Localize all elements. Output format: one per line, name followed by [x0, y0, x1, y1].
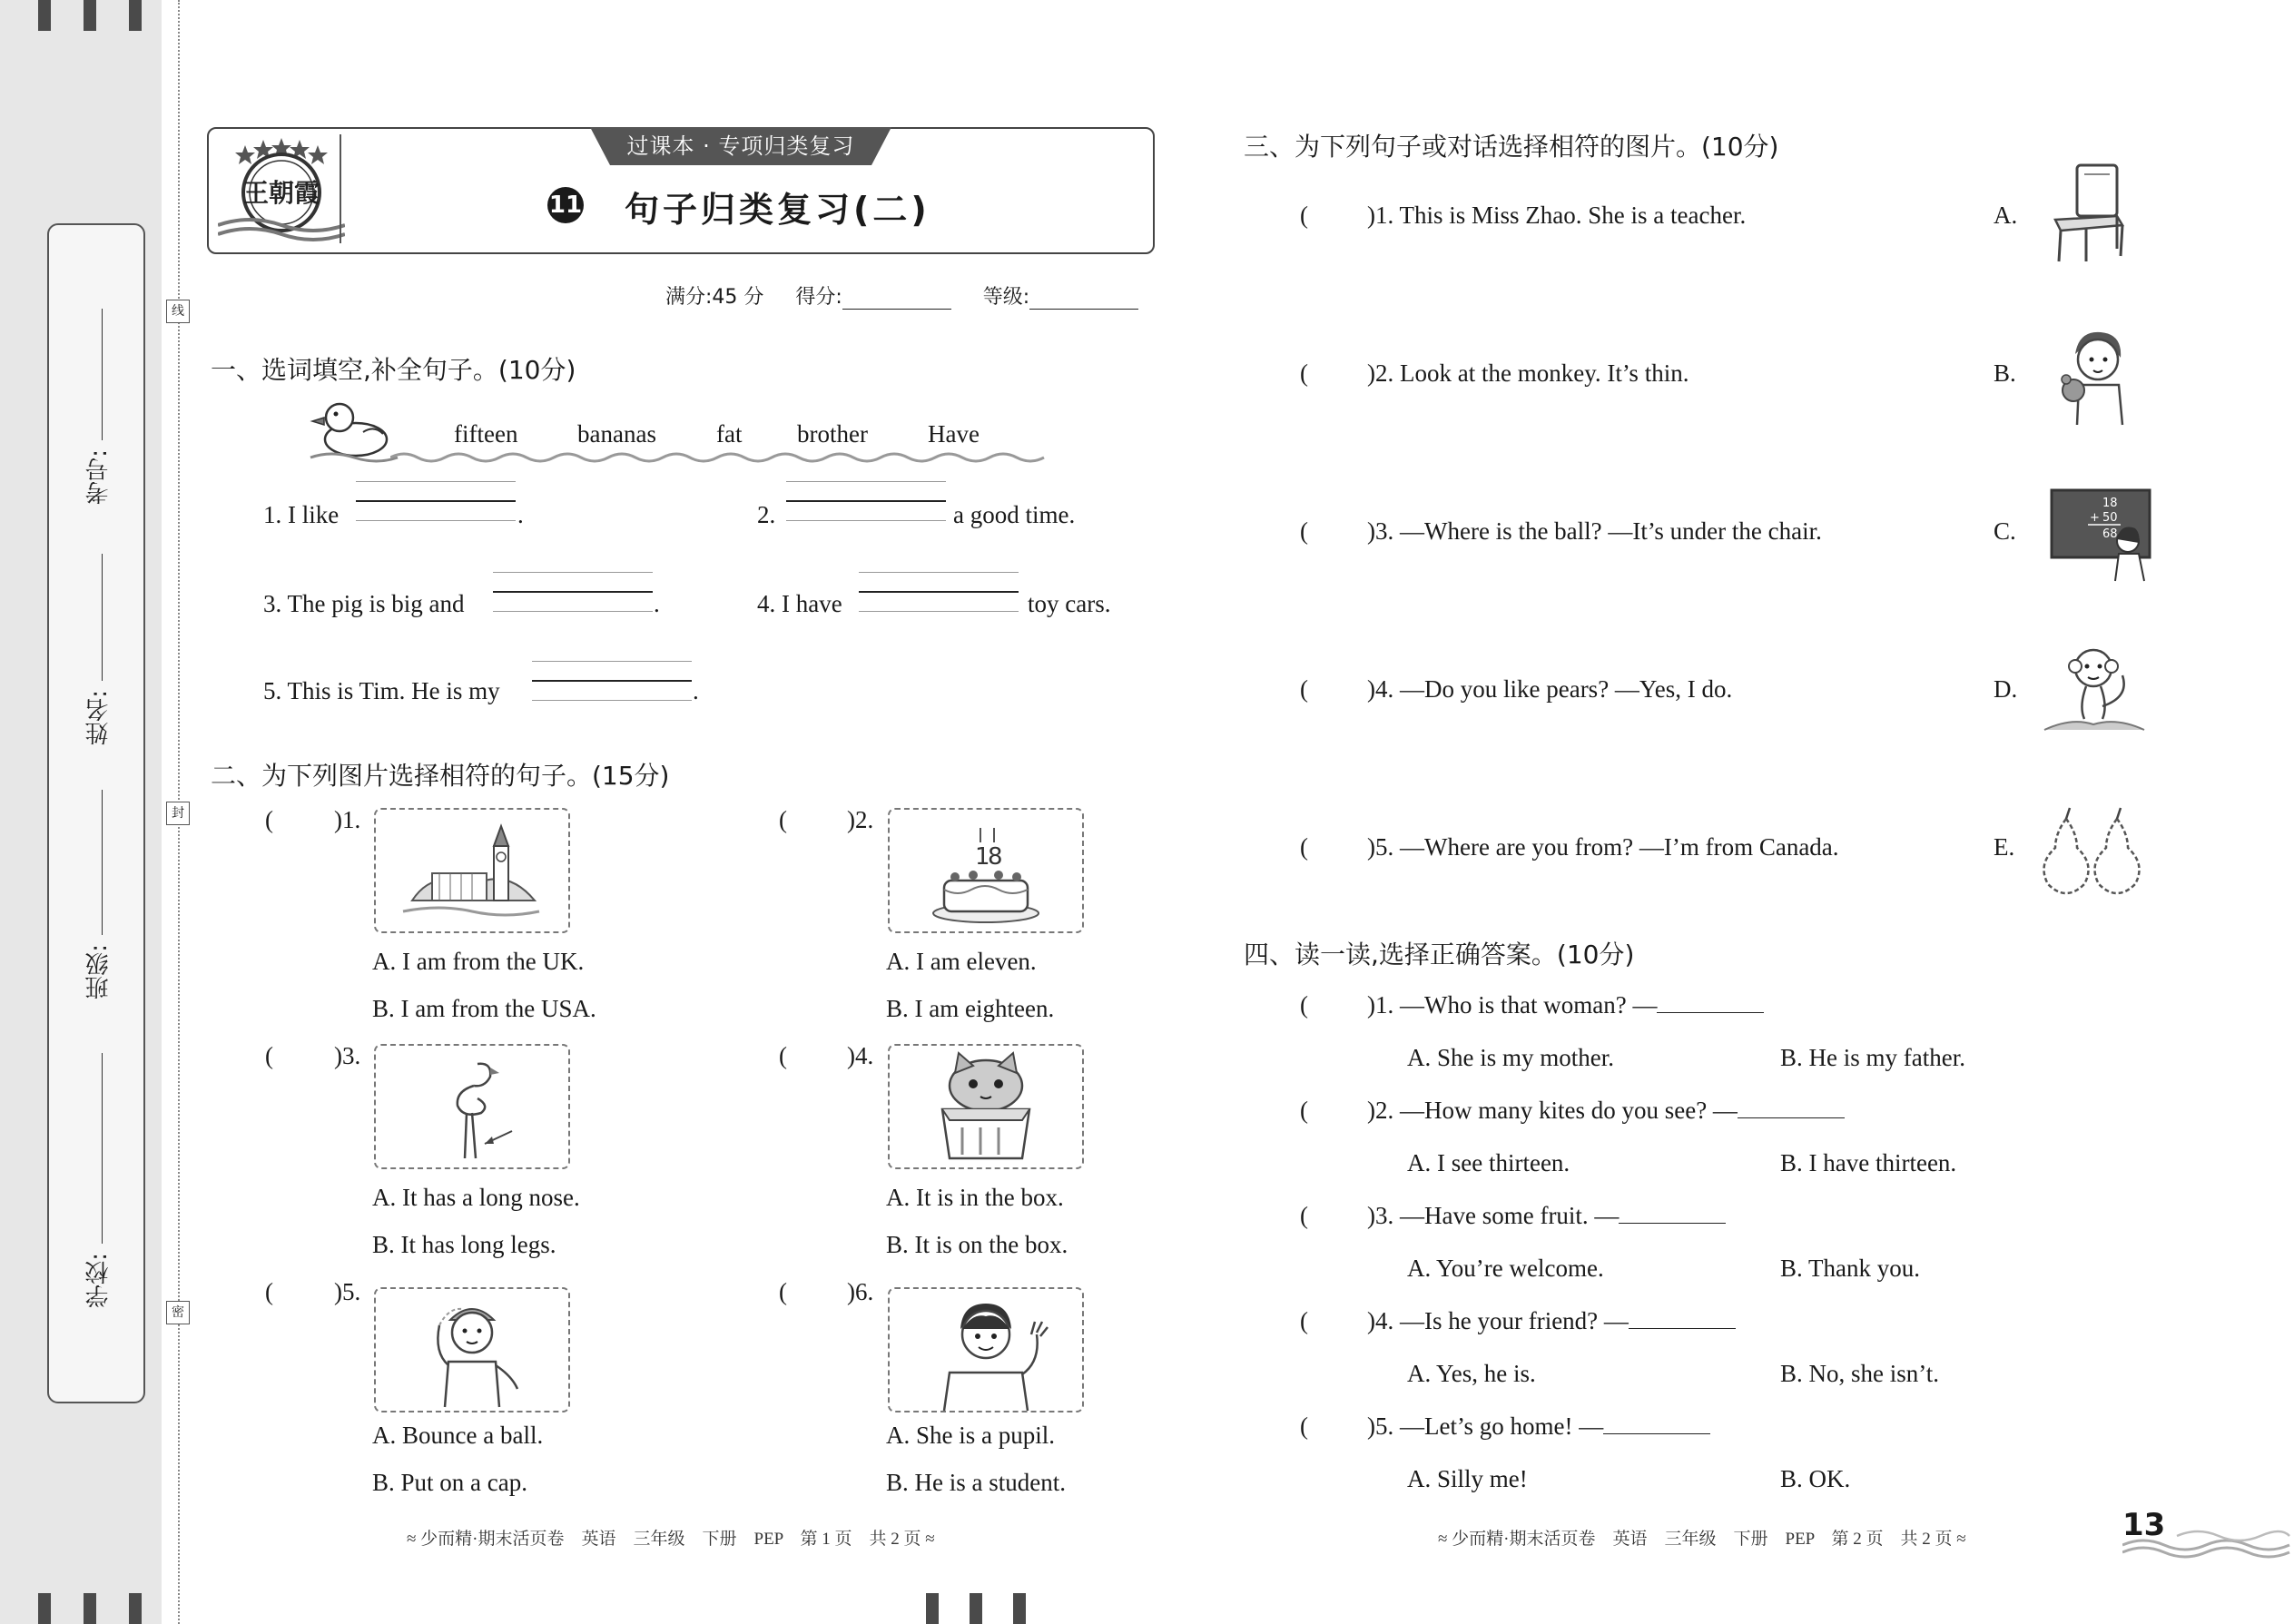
match-item-4: )4. —Do you like pears? —Yes, I do. — [1367, 675, 1733, 703]
answer-paren[interactable]: ( — [779, 1278, 787, 1305]
mc-item-1-option-b[interactable]: B. He is my father. — [1780, 1044, 1965, 1071]
answer-line-4[interactable] — [859, 572, 1019, 650]
answer-paren[interactable]: ( — [1300, 675, 1308, 703]
mc-item-3-option-a[interactable]: A. You’re welcome. — [1407, 1255, 1604, 1282]
fill-item-2-prefix: 2. — [757, 501, 776, 528]
fill-item-1-prefix: 1. I like — [263, 501, 340, 528]
match-option-b: B. — [1994, 359, 2016, 387]
answer-line-1[interactable] — [356, 481, 516, 559]
mc-item-3-option-b[interactable]: B. Thank you. — [1780, 1255, 1920, 1282]
answer-paren[interactable]: ( — [779, 806, 787, 833]
answer-paren[interactable]: ( — [265, 806, 273, 833]
svg-text:1: 1 — [975, 843, 990, 871]
registration-mark — [38, 0, 51, 31]
mc-item-2-question: )2. —How many kites do you see? — — [1367, 1097, 1845, 1125]
match-option-a: A. — [1994, 202, 2018, 229]
fill-item-4-prefix: 4. I have — [757, 590, 842, 617]
pic-item-1-number: )1. — [334, 806, 361, 833]
pic-item-4-option-a[interactable]: A. It is in the box. — [886, 1184, 1064, 1211]
svg-text:18: 18 — [2102, 497, 2118, 510]
answer-line-5[interactable] — [532, 661, 692, 739]
fill-item-5-suffix: . — [693, 677, 699, 704]
word-bank-item: brother — [797, 420, 868, 448]
mc-item-4-question: )4. —Is he your friend? — — [1367, 1307, 1736, 1335]
chair-icon — [2050, 162, 2128, 265]
binding-tag: 线 — [166, 300, 190, 323]
score-label: 得分: — [795, 286, 842, 309]
answer-paren[interactable]: ( — [265, 1042, 273, 1069]
registration-mark — [84, 0, 96, 31]
match-item-5: )5. —Where are you from? —I’m from Canada. — [1367, 833, 1839, 861]
boy-with-toy-icon — [2055, 327, 2137, 432]
answer-line-3[interactable] — [493, 572, 653, 650]
match-item-3: )3. —Where is the ball? —It’s under the chair. — [1367, 517, 1822, 545]
name-label: 姓名: — [85, 690, 113, 745]
mc-item-5-option-b[interactable]: B. OK. — [1780, 1465, 1851, 1492]
binding-tag: 密 — [166, 1301, 190, 1324]
grade-label: 等级: — [982, 286, 1030, 309]
svg-text:68: 68 — [2102, 527, 2118, 541]
cake-icon — [890, 810, 1082, 931]
boy-cap-icon — [376, 1289, 568, 1411]
svg-text:8: 8 — [988, 843, 1003, 871]
mc-item-5-option-a[interactable]: A. Silly me! — [1407, 1465, 1528, 1492]
pic-item-5-option-b[interactable]: B. Put on a cap. — [372, 1469, 527, 1496]
section2-title: 二、为下列图片选择相符的句子。(15分) — [211, 761, 670, 791]
answer-paren[interactable]: ( — [1300, 1202, 1308, 1229]
pic-item-2-option-b[interactable]: B. I am eighteen. — [886, 995, 1055, 1022]
answer-paren[interactable]: ( — [1300, 202, 1308, 229]
answer-paren[interactable]: ( — [1300, 1307, 1308, 1334]
mc-item-1-option-a[interactable]: A. She is my mother. — [1407, 1044, 1614, 1071]
pic-item-2-option-a[interactable]: A. I am eleven. — [886, 948, 1037, 975]
mc-item-5-question: )5. —Let’s go home! — — [1367, 1412, 1710, 1441]
pic-item-6-number: )6. — [847, 1278, 874, 1305]
registration-mark — [970, 1593, 982, 1624]
match-item-1: )1. This is Miss Zhao. She is a teacher. — [1367, 202, 1747, 229]
registration-mark — [84, 1593, 96, 1624]
student-info-panel — [47, 223, 145, 1403]
pic-item-6-option-a[interactable]: A. She is a pupil. — [886, 1422, 1055, 1449]
match-option-d: D. — [1994, 675, 2018, 703]
fill-item-3-suffix: . — [654, 590, 660, 617]
lesson-number-badge: 11 — [547, 187, 584, 223]
fill-item-2-suffix: a good time. — [953, 501, 1076, 528]
duck-icon — [309, 398, 399, 463]
mc-item-4-blank[interactable] — [1629, 1328, 1736, 1329]
answer-paren[interactable]: ( — [1300, 517, 1308, 545]
class-field[interactable] — [102, 790, 103, 935]
answer-paren[interactable]: ( — [1300, 1097, 1308, 1124]
picture-boy-cap — [374, 1287, 570, 1412]
mc-item-1-blank[interactable] — [1657, 1012, 1764, 1013]
answer-paren[interactable]: ( — [779, 1042, 787, 1069]
lesson-title: 句子归类复习(二) — [625, 190, 930, 230]
registration-mark — [38, 1593, 51, 1624]
fill-item-5-prefix: 5. This is Tim. He is my — [263, 677, 500, 704]
pic-item-5-option-a[interactable]: A. Bounce a ball. — [372, 1422, 544, 1449]
answer-paren[interactable]: ( — [265, 1278, 273, 1305]
match-option-e: E. — [1994, 833, 2015, 861]
pic-item-6-option-b[interactable]: B. He is a student. — [886, 1469, 1066, 1496]
registration-mark — [926, 1593, 939, 1624]
class-label: 班级: — [85, 944, 113, 999]
logo-text: 王朝霞 — [242, 178, 320, 208]
registration-mark — [129, 0, 142, 31]
pic-item-3-number: )3. — [334, 1042, 361, 1069]
page-number: 13 — [2122, 1507, 2166, 1543]
pears-icon — [2033, 806, 2150, 901]
score-row — [665, 281, 1138, 310]
pic-item-5-number: )5. — [334, 1278, 361, 1305]
teacher-chalkboard-icon — [2048, 487, 2153, 583]
word-bank-item: bananas — [577, 420, 656, 448]
id-field[interactable] — [102, 309, 103, 440]
registration-mark — [1013, 1593, 1026, 1624]
fill-item-1-suffix: . — [517, 501, 524, 528]
section1-title: 一、选词填空,补全句子。(10分) — [211, 355, 576, 385]
section4-title: 四、读一读,选择正确答案。(10分) — [1244, 940, 1635, 969]
pic-item-3-option-a[interactable]: A. It has a long nose. — [372, 1184, 580, 1211]
answer-paren[interactable]: ( — [1300, 833, 1308, 861]
word-bank-item: fifteen — [454, 420, 518, 448]
footer-left: ≈ 少而精·期末活页卷 英语 三年级 下册 PEP 第 1 页 共 2 页 ≈ — [407, 1530, 935, 1549]
mc-item-1-question: )1. —Who is that woman? — — [1367, 991, 1764, 1019]
ribbon-text: 过课本 · 专项归类复习 — [626, 133, 855, 159]
mc-item-3-blank[interactable] — [1619, 1223, 1726, 1224]
match-item-2: )2. Look at the monkey. It’s thin. — [1367, 359, 1689, 387]
grade-field[interactable] — [1029, 287, 1138, 310]
mc-item-4-option-b[interactable]: B. No, she isn’t. — [1780, 1360, 1940, 1387]
school-label: 学校: — [85, 1253, 113, 1308]
name-field[interactable] — [102, 554, 103, 681]
mc-item-2-blank[interactable] — [1738, 1117, 1845, 1118]
word-bank-item: fat — [716, 420, 743, 448]
boy-waving-icon — [890, 1289, 1082, 1411]
answer-paren[interactable]: ( — [1300, 991, 1308, 1019]
fill-item-3-prefix: 3. The pig is big and — [263, 590, 465, 617]
score-field[interactable] — [842, 287, 951, 310]
pic-item-1-option-b[interactable]: B. I am from the USA. — [372, 995, 596, 1022]
footer-right: ≈ 少而精·期末活页卷 英语 三年级 下册 PEP 第 2 页 共 2 页 ≈ — [1438, 1530, 1966, 1549]
mc-item-4-option-a[interactable]: A. Yes, he is. — [1407, 1360, 1536, 1387]
school-field[interactable] — [102, 1053, 103, 1244]
publisher-logo — [218, 134, 345, 243]
picture-flamingo — [374, 1044, 570, 1169]
picture-london — [374, 808, 570, 933]
mc-item-2-option-b[interactable]: B. I have thirteen. — [1780, 1149, 1957, 1176]
id-label: 考号: — [85, 449, 113, 505]
pic-item-3-option-b[interactable]: B. It has long legs. — [372, 1231, 556, 1258]
logo-divider — [340, 134, 341, 243]
big-ben-icon — [376, 810, 568, 931]
answer-paren[interactable]: ( — [1300, 359, 1308, 387]
picture-birthday-cake — [888, 808, 1084, 933]
word-bank-wave — [390, 450, 1049, 465]
picture-boy-waving — [888, 1287, 1084, 1412]
binding-tag: 封 — [166, 802, 190, 825]
svg-text:+: + — [2090, 511, 2100, 525]
pic-item-4-number: )4. — [847, 1042, 874, 1069]
registration-mark — [129, 1593, 142, 1624]
answer-paren[interactable]: ( — [1300, 1412, 1308, 1440]
pic-item-2-number: )2. — [847, 806, 874, 833]
fill-item-4-suffix: toy cars. — [1028, 590, 1111, 617]
mc-item-5-blank[interactable] — [1603, 1433, 1710, 1434]
flamingo-icon — [376, 1046, 568, 1167]
mc-item-3-question: )3. —Have some fruit. — — [1367, 1202, 1726, 1230]
answer-line-2[interactable] — [786, 481, 946, 559]
word-bank-item: Have — [928, 420, 980, 448]
full-score: 满分:45 分 — [665, 286, 764, 309]
pic-item-4-option-b[interactable]: B. It is on the box. — [886, 1231, 1068, 1258]
mc-item-2-option-a[interactable]: A. I see thirteen. — [1407, 1149, 1570, 1176]
picture-cat-in-box — [888, 1044, 1084, 1169]
svg-text:50: 50 — [2102, 511, 2118, 525]
cat-box-icon — [890, 1046, 1082, 1167]
monkey-icon — [2035, 643, 2153, 739]
section3-title: 三、为下列句子或对话选择相符的图片。(10分) — [1244, 132, 1779, 162]
pic-item-1-option-a[interactable]: A. I am from the UK. — [372, 948, 585, 975]
match-option-c: C. — [1994, 517, 2016, 545]
